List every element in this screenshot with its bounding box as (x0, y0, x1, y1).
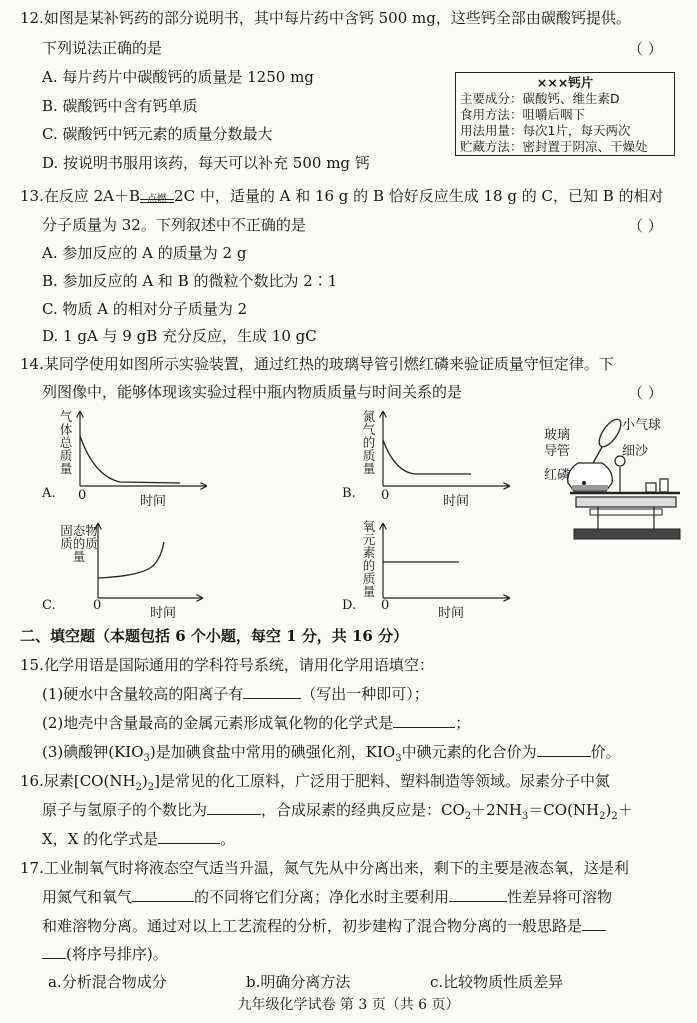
balloon-icon (595, 416, 625, 450)
q17-text: 的不同将它们分离；净化水时主要利用 (194, 888, 450, 906)
q12-option-c: C. 碳酸钙中钙元素的质量分数最大 (42, 125, 273, 143)
q13-option-a: A. 参加反应的 A 的质量为 2 g (42, 244, 247, 262)
sand-layer (572, 485, 608, 490)
label-balloon: 小气球 (622, 418, 662, 433)
label-glass-tube: 玻璃导管 (544, 428, 571, 459)
q14-stem-line2: 列图像中，能够体现该实验过程中瓶内物质质量与时间关系的是 (42, 383, 463, 401)
q13-stem-line2: 分子质量为 32。下列叙述中不正确的是 (42, 216, 306, 234)
reaction-condition: 点燃 (147, 194, 168, 205)
graph-b-origin: 0 (381, 488, 390, 503)
q15-part1-text: (1)硬水中含量较高的阳离子有 (42, 685, 244, 703)
balance-base (574, 529, 680, 539)
blank-line (393, 713, 455, 728)
q17-text: 性差异将可溶物 (507, 888, 613, 906)
q15-part3-text: 中碘元素的化合价为 (401, 743, 537, 761)
page-footer: 九年级化学试卷 第 3 页（共 6 页） (237, 997, 460, 1013)
blank-line (582, 916, 606, 931)
q12-stem-line2: 下列说法正确的是 (42, 39, 163, 57)
graph-a-origin: 0 (78, 488, 87, 503)
label-red-phosphorus: 红磷 (544, 468, 571, 483)
graph-c-curve (98, 542, 164, 578)
q17-line2 (42, 887, 612, 907)
graph-d-plot (373, 522, 513, 606)
q15-part3-text: )是加碘食盐中常用的碘强化剂，KIO (149, 743, 396, 761)
q16-text: ，合成尿素的经典反应是：CO (261, 801, 465, 819)
q17-option-a: a.分析混合物成分 (48, 973, 167, 991)
balance-body (576, 497, 676, 507)
subscript: 2 (147, 782, 155, 793)
q17-text: (将序号排序)。 (66, 945, 168, 963)
graph-c-ylabel: 固态物质的质量 (60, 523, 98, 564)
q15-part3-tail: 价。 (590, 743, 621, 761)
q16-text: ) (605, 801, 612, 819)
q16-text: ＋ (617, 801, 633, 819)
q13-answer-paren: （ ） (628, 217, 663, 235)
q17-line3 (42, 916, 606, 936)
q12-stem-line1: 12.如图是某补钙药的部分说明书，其中每片药中含钙 500 mg，这些钙全部由碳酸钙提供。 (20, 9, 631, 27)
graph-d-letter: D. (342, 598, 357, 613)
graph-b-ylabel: 氮气的质量 (362, 409, 376, 476)
q15-part1 (42, 684, 429, 704)
q17-line4 (42, 944, 168, 964)
graph-a-letter: A. (42, 486, 56, 501)
q17-option-b: b.明确分离方法 (246, 973, 351, 991)
q17-text: 用氮气和氧气 (42, 888, 133, 906)
graph-d-origin: 0 (381, 598, 390, 613)
q16-line2 (42, 800, 633, 827)
q16-text: ＝CO(NH (528, 801, 600, 819)
q16-text: ＋2NH (471, 801, 522, 819)
q12-option-d: D. 按说明书服用该药，每天可以补充 500 mg 钙 (42, 154, 370, 172)
q15-stem: 15.化学用语是国际通用的学科符号系统，请用化学用语填空： (20, 656, 434, 674)
subscript: 2 (599, 811, 606, 822)
q15-part1-tail: （写出一种即可）； (301, 685, 429, 703)
calcium-label-row: 用法用量：每次1片，每天两次 (460, 123, 631, 138)
graph-c-xlabel: 时间 (150, 606, 177, 621)
calcium-label-box (455, 72, 675, 156)
q14-stem-line1: 14.某同学使用如图所示实验装置，通过红热的玻璃导管引燃红磷来验证质量守恒定律。下 (20, 355, 614, 373)
q17-line1: 17.工业制氧气时将液态空气适当升温，氮气先从中分离出来，剩下的主要是液态氧，这是利 (20, 859, 629, 877)
weight-icon (646, 483, 656, 492)
graph-c-origin: 0 (93, 598, 102, 613)
subscript: 3 (143, 753, 150, 764)
blank-line (158, 829, 220, 844)
q17-text: 和难溶物分离。通过对以上工艺流程的分析，初步建构了混合物分离的一般思路是 (42, 917, 583, 935)
blank-line (449, 887, 507, 902)
calcium-label-row: 食用方法：咀嚼后咽下 (460, 107, 586, 122)
graph-b-xlabel: 时间 (443, 494, 470, 509)
q15-part2 (42, 713, 470, 733)
graph-b-letter: B. (342, 486, 356, 501)
subscript: 2 (611, 811, 618, 822)
q16-text: 原子与氢原子的个数比为 (42, 801, 208, 819)
blank-line (243, 684, 301, 699)
graph-a-xlabel: 时间 (140, 494, 167, 509)
q15-part3 (42, 742, 621, 769)
q14-answer-paren: （ ） (628, 384, 663, 402)
q13-stem-part1: 13.在反应 2A＋B (20, 187, 141, 205)
blank-line (207, 800, 261, 815)
phosphorus-icon (582, 481, 586, 485)
q16-line3 (42, 829, 235, 849)
q12-answer-paren: （ ） (628, 40, 663, 58)
graph-a-ylabel: 气体总质量 (59, 409, 73, 476)
blank-line (42, 944, 66, 959)
subscript: 3 (521, 811, 529, 822)
q16-line1 (20, 771, 610, 798)
subscript: 3 (395, 753, 402, 764)
blank-line (537, 742, 591, 757)
q16-text: 16.尿素[CO(NH (20, 772, 136, 790)
q15-part2-tail: ； (455, 714, 471, 732)
graph-b-plot (373, 410, 513, 494)
graph-b-curve (383, 440, 471, 474)
q13-option-c: C. 物质 A 的相对分子质量为 2 (42, 300, 248, 318)
section-2-heading: 二、填空题（本题包括 6 个小题，每空 1 分，共 16 分） (20, 627, 409, 645)
q16-text: 。 (220, 830, 236, 848)
label-sand: 细沙 (622, 444, 649, 459)
graph-d-xlabel: 时间 (438, 606, 465, 621)
q15-part2-text: (2)地壳中含量最高的金属元素形成氧化物的化学式是 (42, 714, 394, 732)
subscript: 2 (464, 811, 472, 822)
calcium-label-title: ×××钙片 (536, 75, 594, 90)
q13-stem-line1 (20, 186, 664, 206)
q13-option-b: B. 参加反应的 A 和 B 的微粒个数比为 2∶1 (42, 272, 338, 290)
graph-c-letter: C. (42, 598, 56, 613)
calcium-label-row: 贮藏方法：密封置于阴凉、干燥处 (460, 139, 648, 154)
graph-a-plot (70, 410, 210, 494)
graph-d-ylabel: 氧元素的质量 (362, 519, 376, 599)
calcium-label-row: 主要成分：碳酸钙、维生素D (460, 91, 620, 106)
q12-option-a: A. 每片药片中碳酸钙的质量是 1250 mg (42, 68, 314, 86)
reaction-arrow (140, 194, 174, 205)
q16-text: ) (141, 772, 148, 790)
blank-line (132, 887, 194, 902)
q12-option-b: B. 碳酸钙中含有钙单质 (42, 97, 198, 115)
q13-stem-part2: 2C 中，适量的 A 和 16 g 的 B 恰好反应生成 18 g 的 C，已知 B 的相对 (174, 187, 664, 205)
q16-text: ]是常见的化工原料，广泛用于肥料、塑料制造等领域。尿素分子中氮 (154, 772, 611, 790)
q15-part3-text: (3)碘酸钾(KIO (42, 743, 144, 761)
q17-option-c: c.比较物质性质差异 (430, 973, 564, 991)
subscript: 2 (135, 782, 142, 793)
graph-a-curve (80, 436, 180, 483)
q13-option-d: D. 1 gA 与 9 gB 充分反应，生成 10 gC (42, 327, 317, 345)
graph-c-plot (88, 522, 206, 606)
q16-text: X，X 的化学式是 (42, 830, 159, 848)
